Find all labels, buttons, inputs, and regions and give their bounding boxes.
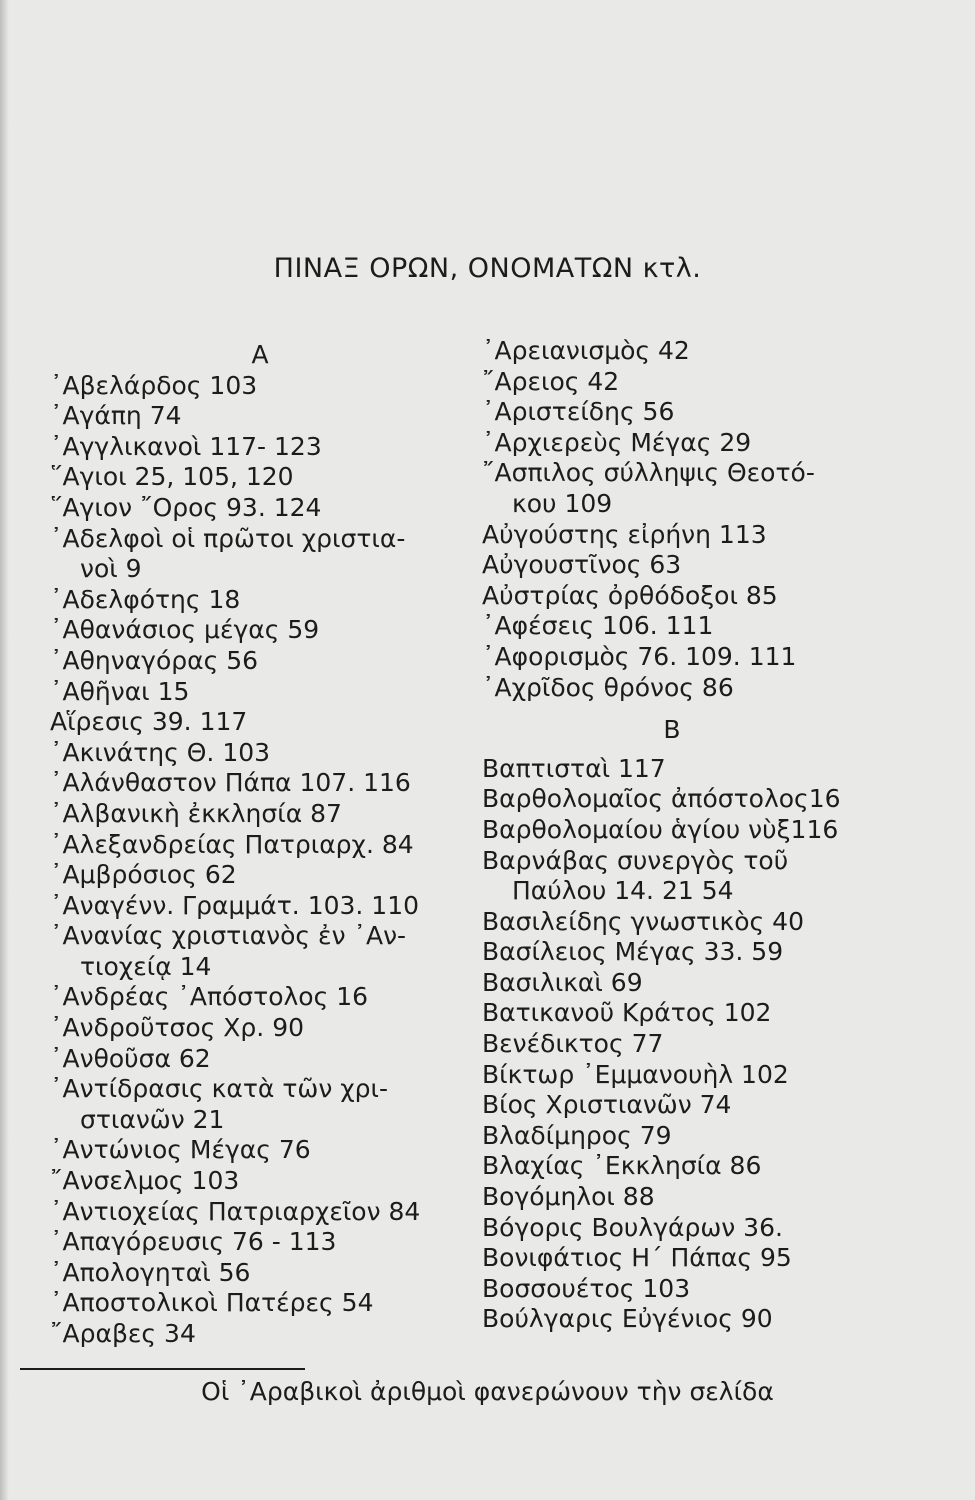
- index-entry: ῎Ασπιλος σύλληψις Θεοτό-: [482, 458, 815, 488]
- index-entry: Βούλγαρις Εὐγένιος 90: [482, 1304, 773, 1334]
- index-entry: ᾿Αντιοχείας Πατριαρχεῖον 84: [50, 1196, 421, 1226]
- index-entry: τιοχείᾳ 14: [80, 951, 212, 981]
- section-letter-alpha: Α: [251, 340, 269, 369]
- index-entry: ᾿Αλβανικὴ ἐκκλησία 87: [50, 798, 342, 828]
- index-entry: Αὐγούστης εἰρήνη 113: [482, 519, 767, 549]
- index-entry: ᾿Αβελάρδος 103: [50, 370, 258, 400]
- index-entry: Βλαδίμηρος 79: [482, 1120, 672, 1150]
- index-entry: ᾿Αφέσεις 106. 111: [482, 611, 714, 641]
- index-entry: ᾿Αθηναγόρας 56: [50, 645, 259, 675]
- index-entry: ᾿Απολογηταὶ 56: [50, 1257, 251, 1287]
- index-entry: ῞Αγιοι 25, 105, 120: [50, 462, 294, 492]
- index-entry: Βοσσουέτος 103: [482, 1273, 691, 1303]
- index-entry: ᾿Αθῆναι 15: [50, 676, 190, 706]
- index-entry: ᾿Αλεξανδρείας Πατριαρχ. 84: [50, 829, 414, 859]
- index-entry: ᾿Αποστολικοὶ Πατέρες 54: [50, 1288, 374, 1318]
- index-entry: ᾿Αλάνθαστον Πάπα 107. 116: [50, 768, 411, 798]
- index-entry: Παύλου 14. 21 54: [512, 876, 734, 906]
- index-entry: Βασιλικαὶ 69: [482, 967, 643, 997]
- index-entry: Βαρνάβας συνεργὸς τοῦ: [482, 845, 789, 875]
- index-entry: ᾿Αντώνιος Μέγας 76: [50, 1135, 311, 1165]
- index-entry: ᾿Αθανάσιος μέγας 59: [50, 615, 320, 645]
- index-entry: ῎Αρειος 42: [482, 366, 620, 396]
- index-entry: Βλαχίας ᾿Εκκλησία 86: [482, 1151, 762, 1181]
- index-entry: ῞Αγιον ῎Ορος 93. 124: [50, 492, 322, 522]
- entries-list-right-alpha: [482, 336, 882, 703]
- index-entry: ᾿Αρχιερεὺς Μέγας 29: [482, 427, 752, 457]
- index-entry: ᾿Αριστείδης 56: [482, 397, 675, 427]
- index-entry: ᾿Αναγένν. Γραμμάτ. 103. 110: [50, 890, 420, 920]
- index-entry: Βαρθολομαίου ἁγίου νὺξ116: [482, 814, 839, 844]
- index-entry: Βασίλειος Μέγας 33. 59: [482, 937, 784, 967]
- index-entry: Βαπτισταὶ 117: [482, 753, 666, 783]
- index-entry: ᾿Αντίδρασις κατὰ τῶν χρι-: [50, 1074, 389, 1104]
- index-entry: ᾿Αγγλικανοὶ 117- 123: [50, 431, 322, 461]
- index-entry: Βόγορις Βουλγάρων 36.: [482, 1212, 783, 1242]
- index-entry: ᾿Αρειανισμὸς 42: [482, 336, 690, 365]
- entries-list-right-beta: [482, 754, 882, 1335]
- index-entry: ᾿Αφορισμὸς 76. 109. 111: [482, 641, 797, 671]
- footnote-rule: [20, 1368, 305, 1370]
- index-entry: ῎Ανσελμος 103: [50, 1166, 240, 1196]
- index-entry: Βονιφάτιος Η΄ Πάπας 95: [482, 1243, 792, 1273]
- entries-list-left: [50, 371, 460, 1350]
- index-entry: ᾿Ανδρέας ᾿Απόστολος 16: [50, 982, 369, 1012]
- index-entry: ᾿Αδελφοὶ οἱ πρῶτοι χριστια-: [50, 523, 406, 553]
- index-entry: ᾿Ανανίας χριστιανὸς ἐν ᾿Αν-: [50, 921, 407, 951]
- index-entry: στιανῶν 21: [80, 1104, 225, 1134]
- index-entry: Αὐγουστῖνος 63: [482, 550, 682, 580]
- index-entry: ᾿Απαγόρευσις 76 - 113: [50, 1227, 337, 1257]
- index-entry: Βίος Χριστιανῶν 74: [482, 1090, 732, 1120]
- index-entry: Βενέδικτος 77: [482, 1029, 664, 1059]
- index-column-right: [482, 336, 882, 1335]
- index-entry: κου 109: [512, 488, 613, 518]
- index-entry: Αἵρεσις 39. 117: [50, 707, 248, 737]
- index-entry: νοὶ 9: [80, 554, 142, 584]
- page-edge: [0, 0, 9, 1500]
- index-entry: Βασιλείδης γνωστικὸς 40: [482, 906, 804, 936]
- index-entry: ᾿Ακινάτης Θ. 103: [50, 737, 271, 767]
- index-entry: ᾿Ανθοῦσα 62: [50, 1043, 211, 1073]
- index-entry: Βαρθολομαῖος ἀπόστολος16: [482, 784, 841, 814]
- index-entry: ᾿Αχρῖδος θρόνος 86: [482, 672, 734, 702]
- footnote: Οἱ ᾿Αραβικοὶ ἀριθμοὶ φανερώνουν τὴν σελίδα: [201, 1377, 774, 1406]
- index-entry: Αὐστρίας ὀρθόδοξοι 85: [482, 580, 778, 610]
- index-entry: ᾿Αγάπη 74: [50, 401, 182, 431]
- index-entry: ᾿Ανδροῦτσος Χρ. 90: [50, 1013, 305, 1043]
- index-entry: Βίκτωρ ᾿Εμμανουὴλ 102: [482, 1059, 789, 1089]
- page-title: ΠΙΝΑΞ ΟΡΩΝ, ΟΝΟΜΑΤΩΝ κτλ.: [273, 253, 702, 284]
- index-entry: ᾿Αδελφότης 18: [50, 584, 241, 614]
- section-letter-beta: Β: [663, 715, 681, 745]
- index-entry: Βατικανοῦ Κράτος 102: [482, 998, 772, 1028]
- index-entry: ᾿Αμβρόσιος 62: [50, 860, 237, 890]
- index-column-left: [50, 340, 460, 1350]
- index-entry: ῎Αραβες 34: [50, 1319, 196, 1348]
- index-entry: Βογόμηλοι 88: [482, 1182, 655, 1212]
